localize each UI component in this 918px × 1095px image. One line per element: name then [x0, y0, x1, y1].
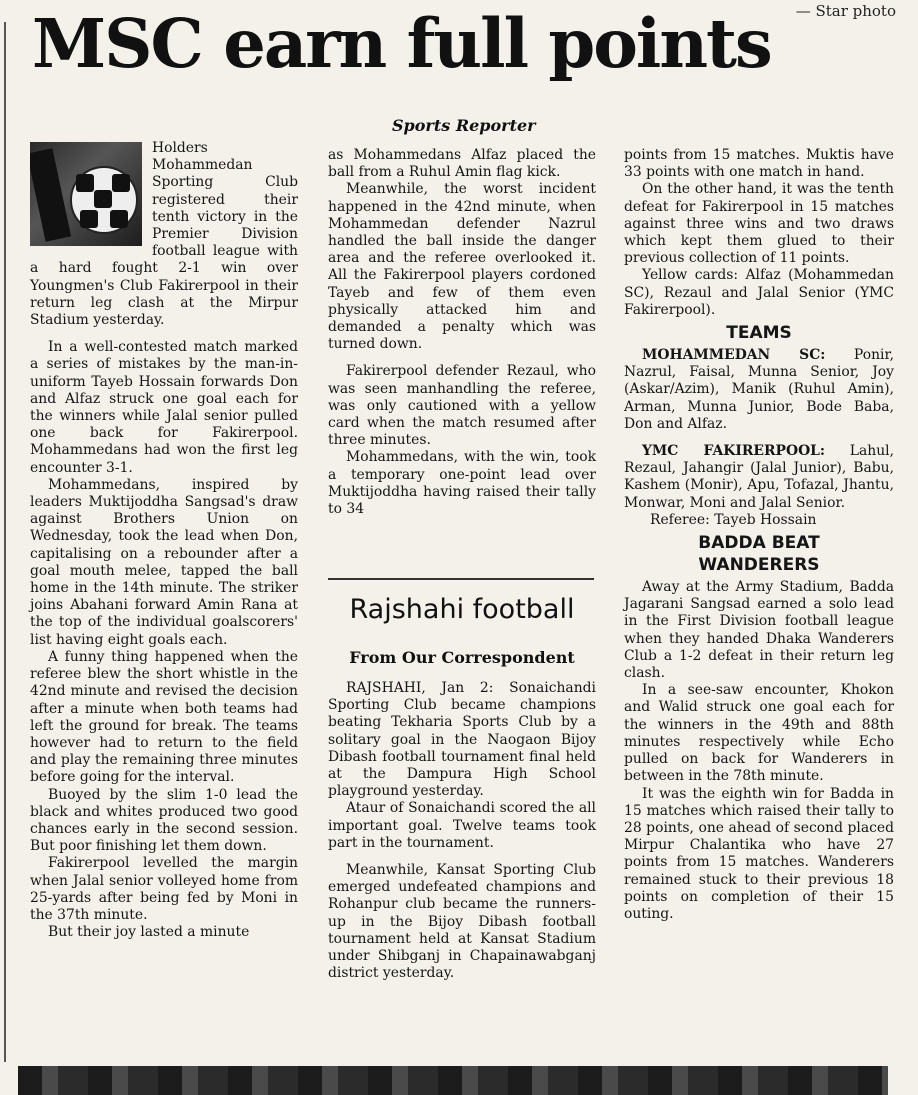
bottom-photo-strip	[18, 1066, 888, 1095]
rajshahi-story	[328, 680, 596, 982]
paragraph: Away at the Army Stadium, Badda Jagarani Sangsad earned a solo lead in the First Division football league when they handed Dhaka Wanderers Club a 1-2 defeat in their return leg clash.	[624, 579, 894, 682]
paragraph: On the other hand, it was the tenth defeat for Fakirerpool in 15 matches against three wins and two draws which kept them glued to their previous collection of 11 points.	[624, 181, 894, 267]
column-rule	[4, 22, 6, 1062]
paragraph: points from 15 matches. Muktis have 33 points with one match in hand.	[624, 147, 894, 181]
ymc-lineup	[624, 443, 894, 512]
msc-players: Ponir, Nazrul, Faisal, Munna Senior, Joy (Askar/Azim), Manik (Ruhul Amin), Arman, Munna Junior, Bode Baba, Don and Alfaz.	[624, 347, 894, 432]
paragraph: RAJSHAHI, Jan 2: Sonaichandi Sporting Club became champions beating Tekharia Sports Club by a solitary goal in the Naogaon Bijoy Dibash football tournament final held at the Dampura High School playground yesterday.	[328, 680, 596, 800]
paragraph: It was the eighth win for Badda in 15 matches which raised their tally to 28 points, one ahead of second placed Mirpur Chalantika who have 27 points from 15 matches. Wanderers remained stuck to their previous 18 points on completion of their 15 outing.	[624, 785, 894, 922]
msc-lineup	[624, 347, 894, 433]
paragraph: Ataur of Sonaichandi scored the all important goal. Twelve teams took part in the tournament.	[328, 800, 596, 851]
paragraph: Holders Mohammedan Sporting Club registered their tenth victory in the Premier Division football league with a hard fought 2-1 win over Youngmen's Club Fakirerpool in their return leg clash at the Mirpur Stadium yesterday.	[30, 140, 298, 329]
column-1	[30, 140, 298, 941]
paragraph: Mohammedans, inspired by leaders Muktijoddha Sangsad's draw against Brothers Union on Wednesday, took the lead when Don, capitalising on a rebounder after a goal mouth melee, tapped the ball home in the 14th minute. The striker joins Abahani forward Amin Rana at the top of the individual goalscorers' list having eight goals each.	[30, 476, 298, 648]
paragraph: Fakirerpool levelled the margin when Jalal senior volleyed home from 25-yards after being fed by Moni in the 37th minute.	[30, 855, 298, 923]
photo-credit: — Star photo	[795, 2, 896, 20]
ymc-players: Lahul, Rezaul, Jahangir (Jalal Junior), Babu, Kashem (Monir), Apu, Tofazal, Jhantu, Monwar, Moni and Jalal Senior.	[624, 443, 894, 511]
paragraph: In a well-contested match marked a series of mistakes by the man-in-uniform Tayeb Hossain forwards Don and Alfaz struck one goal each for the winners while Jalal senior pulled one back for Fakirerpool. Mohammedans had won the first leg encounter 3-1.	[30, 339, 298, 476]
paragraph: Meanwhile, Kansat Sporting Club emerged undefeated champions and Rohanpur club became the runners-up in the Bijoy Dibash football tournament held at Kansat Stadium under Shibganj in Chapainawabganj district yesterday.	[328, 862, 596, 982]
paragraph: Buoyed by the slim 1-0 lead the black and whites produced two good chances early in the second session. But poor finishing let them down.	[30, 786, 298, 855]
paragraph: Meanwhile, the worst incident happened in the 42nd minute, when Mohammedan defender Nazrul handled the ball inside the danger area and the referee overlooked it. All the Fakirerpool players cordoned Tayeb and few of them even physically attacked him and demanded a penalty which was turned down.	[328, 181, 596, 353]
ymc-label: YMC FAKIRERPOOL:	[642, 443, 826, 460]
paragraph: as Mohammedans Alfaz placed the ball from a Ruhul Amin flag kick.	[328, 147, 596, 181]
teams-heading: TEAMS	[726, 323, 792, 344]
column-2	[328, 147, 596, 518]
paragraph: Yellow cards: Alfaz (Mohammedan SC), Rezaul and Jalal Senior (YMC Fakirerpool).	[624, 267, 894, 318]
paragraph: Fakirerpool defender Rezaul, who was seen manhandling the referee, was only cautioned with a yellow card when the match resumed after three minutes.	[328, 363, 596, 449]
msc-label: MOHAMMEDAN SC:	[642, 347, 826, 364]
byline: Sports Reporter	[392, 116, 536, 135]
football-icon	[70, 166, 138, 234]
column-3	[624, 147, 894, 923]
headline: MSC earn full points	[32, 4, 771, 83]
football-photo	[30, 142, 142, 246]
rajshahi-byline: From Our Correspondent	[349, 648, 575, 667]
paragraph: Mohammedans, with the win, took a temporary one-point lead over Muktijoddha having raised their tally to 34	[328, 449, 596, 518]
paragraph: But their joy lasted a minute	[48, 924, 250, 941]
paragraph: A funny thing happened when the referee blew the short whistle in the 42nd minute and revised the decision after a minute when both teams had left the ground for break. The teams however had to return to the field and play the remaining three minutes before going for the interval.	[30, 648, 298, 786]
paragraph: In a see-saw encounter, Khokon and Walid struck one goal each for the winners in the 49th and 88th minutes respectively while Echo pulled on back for Wanderers in between in the 78th minute.	[624, 682, 894, 785]
badda-heading: BADDA BEAT WANDERERS	[698, 533, 820, 576]
rajshahi-headline: Rajshahi football	[349, 594, 575, 625]
referee-line: Referee: Tayeb Hossain	[650, 511, 817, 528]
section-divider	[328, 578, 594, 580]
player-leg-graphic	[30, 148, 71, 241]
